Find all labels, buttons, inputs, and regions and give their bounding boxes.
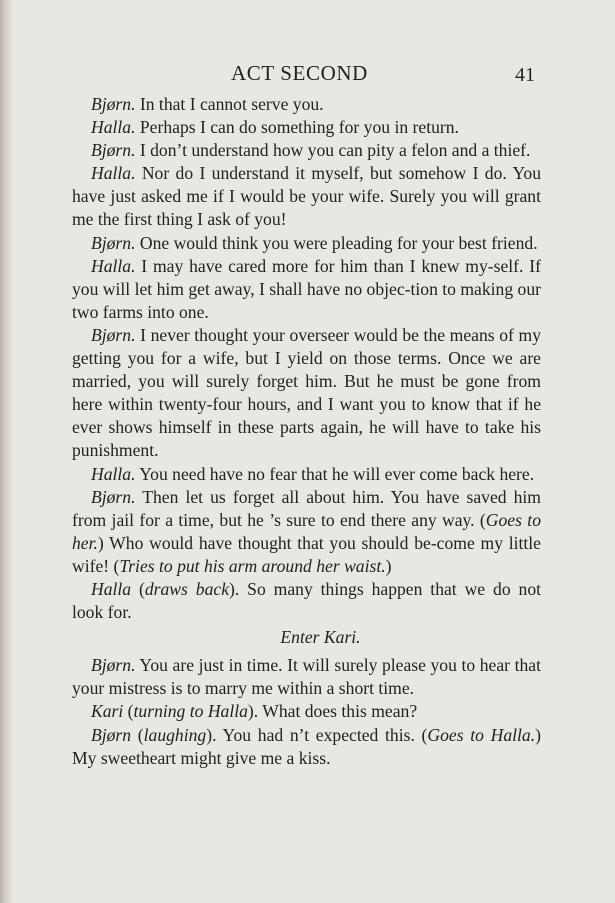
speaker-name: Bjørn bbox=[91, 724, 132, 745]
speaker-name: Halla bbox=[91, 578, 132, 599]
stage-entrance bbox=[72, 626, 541, 649]
dialogue-line: You need have no fear that he will ever come back here. bbox=[135, 463, 535, 484]
dialogue-line: Then let us forget all about him. You have saved him from jail for a time, but he ’s sure to end there any way. ( bbox=[72, 486, 541, 530]
stage-direction: laughing bbox=[143, 724, 207, 745]
dialogue-line: I don’t understand how you can pity a felon and a thief. bbox=[135, 140, 531, 161]
stage-direction: turning to Halla bbox=[133, 701, 248, 722]
speaker-name: Halla. bbox=[91, 163, 136, 184]
speaker-name: Halla. bbox=[91, 117, 136, 138]
dialogue-line: ( bbox=[123, 701, 134, 722]
dialogue-line: ( bbox=[131, 578, 145, 599]
dialogue-line: I never thought your overseer would be the means of my getting you for a wife, but I yield on those terms. Once we are married, you will surely forget him. But he must be gone from here within twenty-four hours, and I want you to know that if he ever shows himself in these parts again, he will have to take his punishment. bbox=[72, 324, 541, 461]
page-edge-shadow bbox=[0, 0, 14, 903]
page-header bbox=[0, 61, 615, 87]
speaker-name: Halla. bbox=[91, 463, 136, 484]
paragraph bbox=[72, 324, 541, 463]
paragraph bbox=[72, 700, 541, 723]
page-number: 41 bbox=[515, 64, 535, 86]
paragraph bbox=[72, 116, 541, 139]
stage-direction: Goes to her. bbox=[72, 509, 541, 553]
stage-direction: Enter Kari. bbox=[280, 627, 361, 648]
dialogue-line: ) My sweetheart might give me a kiss. bbox=[72, 724, 541, 768]
paragraph bbox=[72, 578, 541, 624]
paragraph bbox=[72, 139, 541, 162]
dialogue-line: I may have cared more for him than I knew my-self. If you will let him get away, I shall have no objec-tion to making our two farms into one. bbox=[72, 255, 541, 322]
dialogue-line: ). So many things happen that we do not look for. bbox=[72, 578, 542, 623]
paragraph bbox=[72, 463, 541, 486]
dialogue-line: ). What does this mean? bbox=[247, 701, 418, 722]
dialogue-line: ( bbox=[131, 724, 144, 745]
stage-direction: Tries to put his arm around her waist. bbox=[119, 555, 386, 576]
paragraph bbox=[72, 232, 541, 255]
dialogue-line: ) Who would have thought that you should be-come my little wife! ( bbox=[72, 532, 541, 576]
running-head: ACT SECOND bbox=[231, 61, 368, 85]
speaker-name: Bjørn. bbox=[91, 94, 136, 114]
stage-direction: draws back bbox=[144, 578, 230, 599]
speaker-name: Bjørn. bbox=[91, 655, 136, 676]
dialogue-line: ). You had n’t expected this. ( bbox=[206, 724, 428, 745]
speaker-name: Halla. bbox=[91, 255, 136, 276]
paragraph bbox=[72, 654, 541, 700]
dialogue-line: Nor do I understand it myself, but somehow I do. You have just asked me if I would be your wife. Surely you will grant me the first thing I ask of you! bbox=[72, 163, 541, 230]
dialogue-line: One would think you were pleading for your best friend. bbox=[135, 232, 538, 253]
paragraph bbox=[72, 486, 541, 578]
dialogue-line: Perhaps I can do something for you in return. bbox=[135, 117, 459, 138]
paragraph bbox=[72, 93, 541, 116]
speaker-name: Bjørn. bbox=[91, 140, 136, 161]
dialogue-line: In that I cannot serve you. bbox=[135, 94, 324, 114]
speaker-name: Bjørn. bbox=[91, 486, 136, 507]
speaker-name: Bjørn. bbox=[91, 232, 136, 253]
stage-direction: Goes to Halla. bbox=[427, 724, 536, 745]
paragraph bbox=[72, 255, 541, 324]
dialogue-text bbox=[72, 93, 541, 770]
dialogue-line: ) bbox=[385, 555, 392, 576]
speaker-name: Kari bbox=[91, 701, 124, 722]
paragraph bbox=[72, 724, 541, 770]
dialogue-line: You are just in time. It will surely please you to hear that your mistress is to marry me within a short time. bbox=[72, 655, 541, 699]
paragraph bbox=[72, 162, 541, 231]
speaker-name: Bjørn. bbox=[91, 324, 136, 345]
